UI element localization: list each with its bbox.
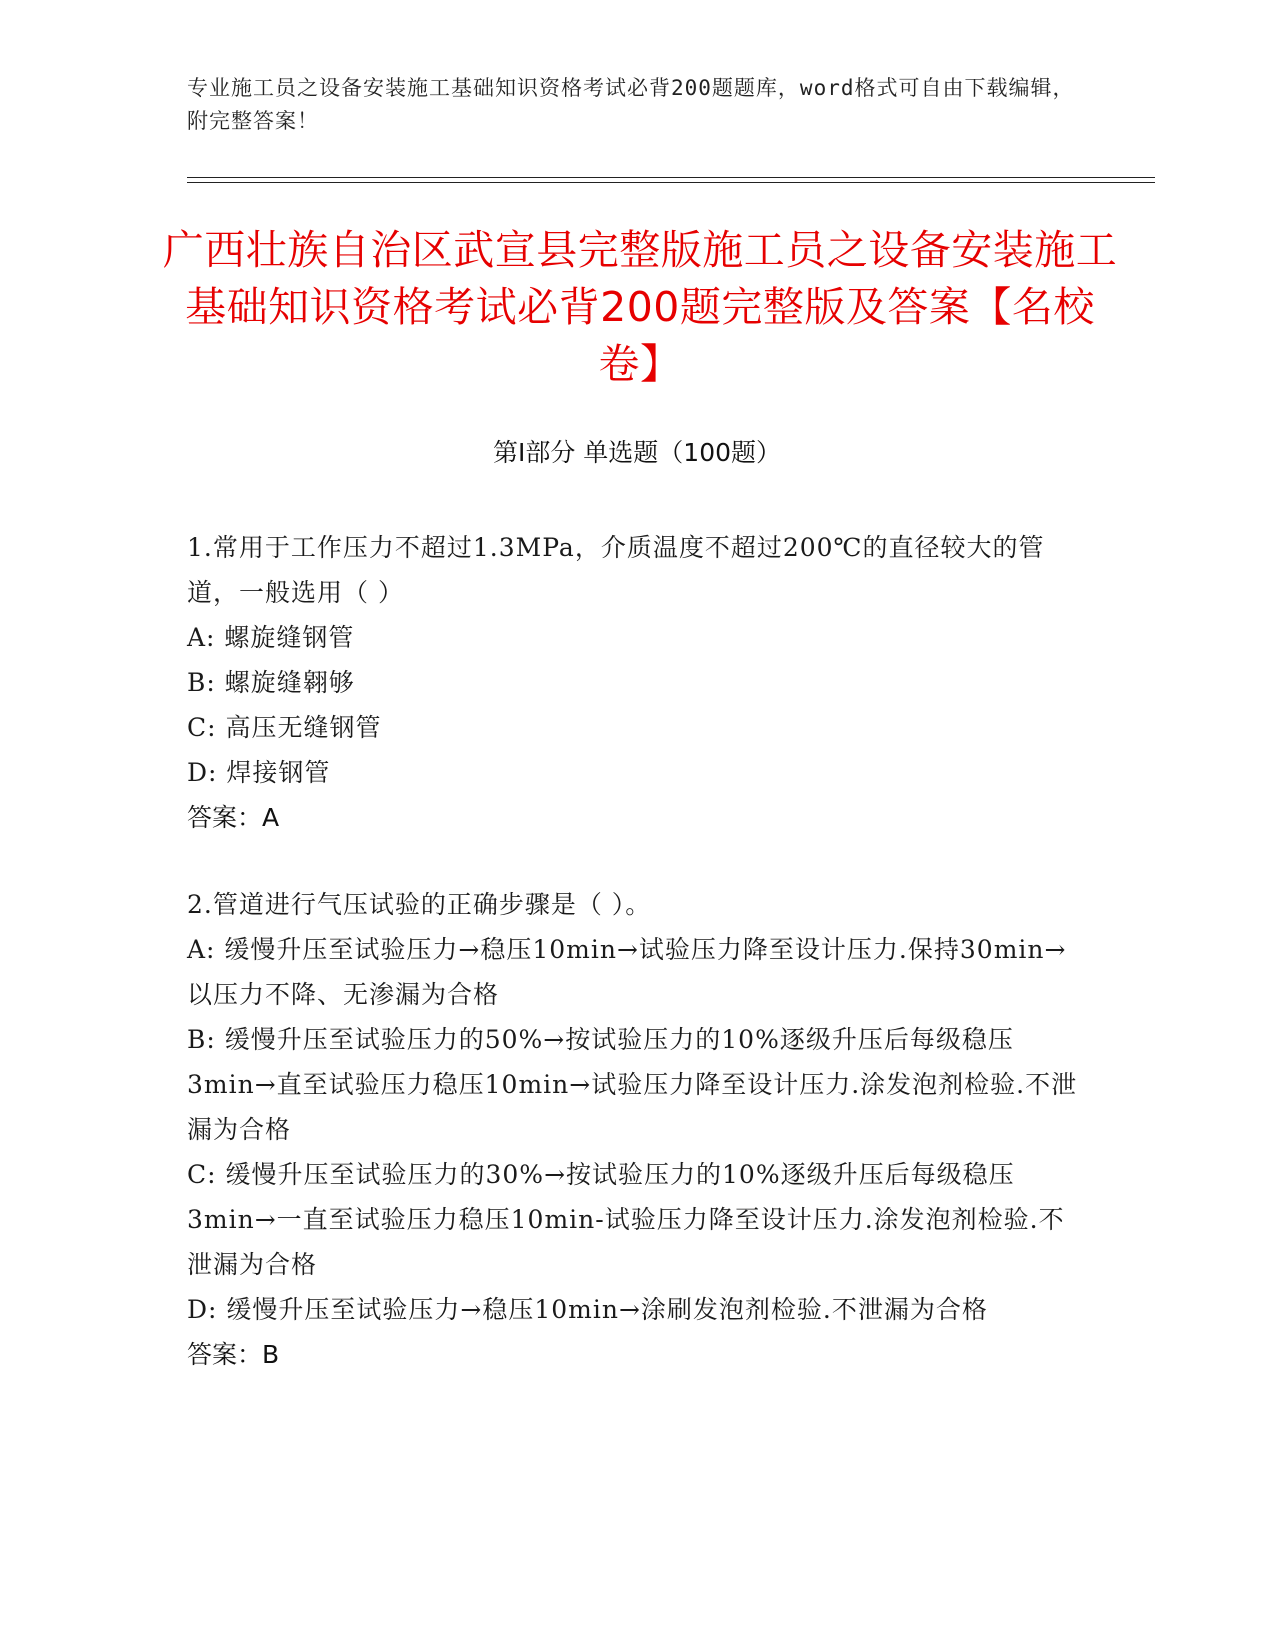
question-stem: 2.管道进行气压试验的正确步骤是（ ）。: [187, 890, 652, 919]
option-b: B: 缓慢升压至试验压力的50%→按试验压力的10%逐级升压后每级稳压3min→直至试验压力稳压10min→试验压力降至设计压力.涂发泡剂检验.不泄漏为合格: [187, 1025, 1078, 1144]
question-stem: 1.常用于工作压力不超过1.3MPa，介质温度不超过200℃的直径较大的管道，一般选用（ ）: [187, 533, 1045, 607]
question-list: [187, 525, 1087, 1419]
question-1: [187, 525, 1087, 840]
answer-label: 答案：A: [187, 803, 280, 832]
document-title: 广西壮族自治区武宣县完整版施工员之设备安装施工基础知识资格考试必背200题完整版及答案【名校卷】: [162, 226, 1118, 388]
option-d: D: 缓慢升压至试验压力→稳压10min→涂刷发泡剂检验.不泄漏为合格: [187, 1295, 988, 1324]
option-c: C: 高压无缝钢管: [187, 713, 382, 742]
header-note: 专业施工员之设备安装施工基础知识资格考试必背200题题库，word格式可自由下载编辑，附完整答案！: [187, 76, 1075, 133]
question-2: [187, 882, 1087, 1377]
option-c: C: 缓慢升压至试验压力的30%→按试验压力的10%逐级升压后每级稳压3min→一直至试验压力稳压10min-试验压力降至设计压力.涂发泡剂检验.不泄漏为合格: [187, 1160, 1065, 1279]
section-heading: 第Ⅰ部分 单选题（100题）: [492, 438, 782, 467]
header-divider-bottom: [187, 182, 1155, 183]
option-b: B: 螺旋缝翱够: [187, 668, 355, 697]
option-d: D: 焊接钢管: [187, 758, 331, 787]
option-a: A: 缓慢升压至试验压力→稳压10min→试验压力降至设计压力.保持30min→以压力不降、无渗漏为合格: [187, 935, 1067, 1009]
answer-label: 答案：B: [187, 1340, 280, 1369]
header-divider-top: [187, 177, 1155, 178]
option-a: A: 螺旋缝钢管: [187, 623, 355, 652]
